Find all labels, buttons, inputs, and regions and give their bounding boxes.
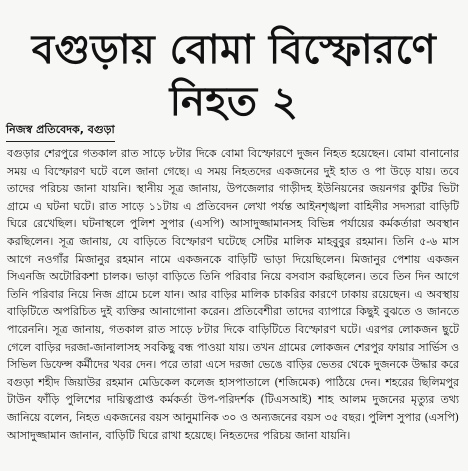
byline: নিজস্ব প্রতিবেদক, বগুড়া (6, 121, 115, 142)
headline-line-1: বগুড়ায় বোমা বিস্ফোরণে (31, 27, 437, 73)
headline-line-2: নিহত ২ (169, 79, 299, 125)
headline (0, 0, 468, 128)
article-body: বগুড়ার শেরপুরে গতকাল রাত সাড়ে ৮টার দিকে বোমা বিস্ফোরণে দুজন নিহত হয়েছেন। বোমা বানানোর সময় এ বিস্ফোরণ ঘটে বলে জানা গেছে। এ সময় নিহতদের একজনের দুই হাত ও পা উড়ে যায়। তবে তাদের পরিচয় জানা যায়নি। স্থানীয় সূত্র জানায়, উপজেলার গাড়ীদহ ইউনিয়নের জয়নগর কুটির ভিটা গ্রামে এ ঘটনা ঘটে। রাত সাড়ে ১১টায় এ প্রতিবেদন লেখা পর্যন্ত আইনশৃঙ্খলা বাহিনীর সদস্যরা বাড়িটি ঘিরে রেখেছিল। ঘটনাস্থলে পুলিশ সুপার (এসপি) আসাদুজ্জামানসহ বিভিন্ন পর্যায়ের কর্মকর্তারা অবস্থান করছিলেন। সূত্র জানায়, যে বাড়িতে বিস্ফোরণ ঘটেছে সেটির মালিক মাহবুবুর রহমান। তিনি ৫-৬ মাস আগে নওগাঁর মিজানুর রহমান নামে একজনকে বাড়িটি ভাড়া দিয়েছিলেন। মিজানুর পেশায় একজন সিএনজি অটোরিকশা চালক। ভাড়া বাড়িতে তিনি পরিবার নিয়ে বসবাস করছিলেন। তবে তিন দিন আগে তিনি পরিবার নিয়ে নিজ গ্রামে চলে যান। আর বাড়ির মালিক চাকরির কারণে ঢাকায় রয়েছেন। এ অবস্থায় বাড়িটিতে অপরিচিত দুই ব্যক্তির আনাগোনা করেন। প্রতিবেশীরা তাদের ব্যাপারে কিছুই বুঝতে ও জানতে পারেননি। সূত্র জানায়, গতকাল রাত সাড়ে ৮টার দিকে বাড়িটিতে বিস্ফোরণ ঘটে। এরপর লোকজন ছুটে গেলে বাড়ির দরজা-জানালাসহ সবকিছু বন্ধ পাওয়া যায়। তখন গ্রামের লোকজন শেরপুর ফায়ার সার্ভিস ও সিভিল ডিফেন্স কর্মীদের খবর দেন। পরে তারা এসে দরজা ভেঙে বাড়ির ভেতর থেকে দুজনকে উদ্ধার করে বগুড়া শহীদ জিয়াউর রহমান মেডিকেল কলেজ হাসপাতালে (শজিমেক) পাঠিয়ে দেন। শহরের ছিলিমপুর টাউন ফাঁড়ি পুলিশের দায়িত্বপ্রাপ্ত কর্মকর্তা উপ-পরিদর্শক (টিএসআই) শাহ আলম দুজনের মৃত্যুর তথ্য জানিয়ে বলেন, নিহত একজনের বয়স আনুমানিক ৩০ ও অন্যজনের বয়স ৩৫ বছর। পুলিশ সুপার (এসপি) আসাদুজ্জামান জানান, বাড়িটি ঘিরে রাখা হয়েছে। নিহতদের পরিচয় জানা যায়নি। (7, 147, 459, 442)
